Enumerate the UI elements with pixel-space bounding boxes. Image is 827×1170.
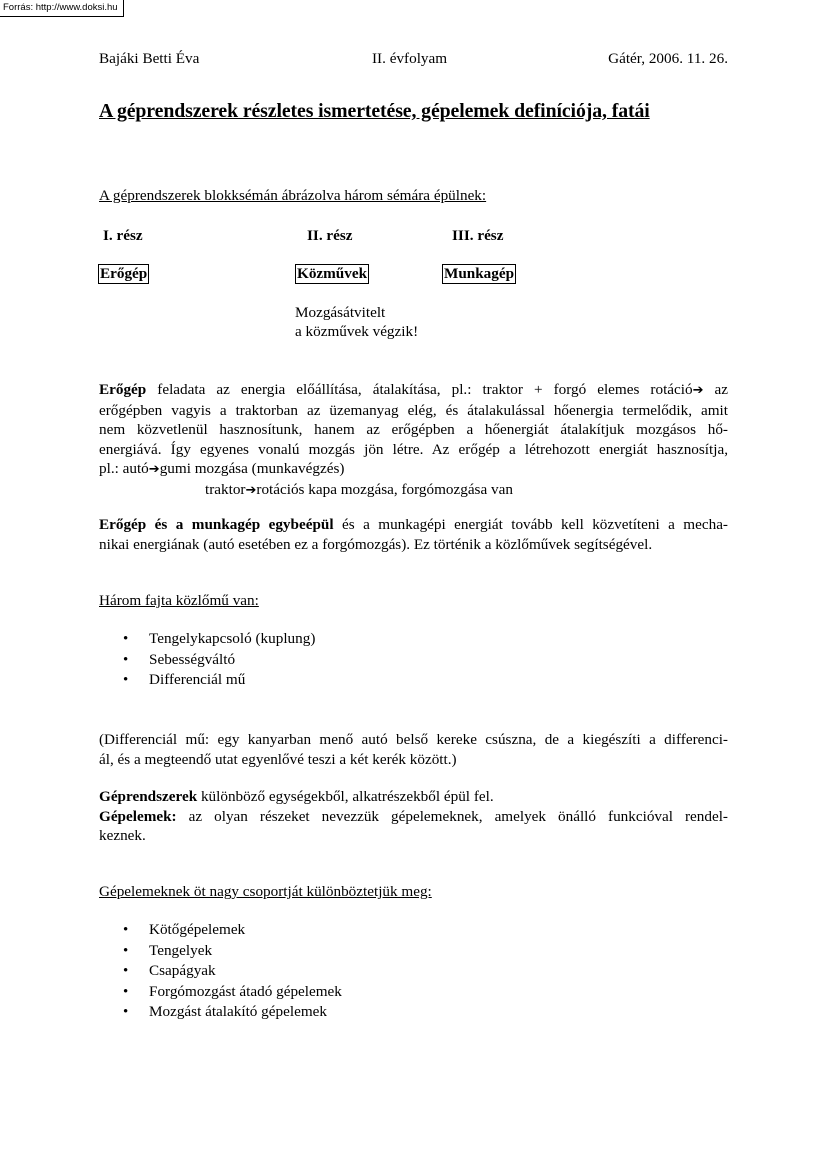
gepelem-groups-heading: Gépelemeknek öt nagy csoportját különböztetjük meg:	[99, 883, 432, 900]
list-item: • Tengelyek	[99, 941, 342, 962]
note-line-1: Mozgásátvitelt	[295, 304, 386, 321]
gepelem-groups-list	[99, 920, 342, 1023]
list-item: • Sebességváltó	[99, 650, 315, 671]
part-2-label: II. rész	[307, 227, 353, 244]
erogep-line6b: rotációs kapa mozgása, forgómozgása van	[256, 480, 513, 498]
differencial-line1: (Differenciál mű: egy kanyarban menő autó belső kereke csúszna, de a kiegészíti a differenci-	[99, 731, 728, 748]
gepelemek-term: Gépelemek:	[99, 807, 177, 825]
list-item: • Csapágyak	[99, 961, 342, 982]
list-item: • Forgómozgást átadó gépelemek	[99, 982, 342, 1003]
erogep-line6a: traktor	[205, 480, 246, 498]
note-line-2: a közművek végzik!	[295, 323, 419, 340]
erogep-line5a: pl.: autó	[99, 460, 149, 478]
egybeepul-line2: nikai energiának (autó esetében ez a forgómozgás). Ez történik a közlőművek segítségével.	[99, 535, 653, 553]
gepelemek-definition-end: keznek.	[99, 827, 146, 845]
erogep-term: Erőgép	[99, 381, 147, 398]
list-item: • Kötőgépelemek	[99, 920, 342, 941]
list-item: • Tengelykapcsoló (kuplung)	[99, 629, 315, 650]
list-item: • Differenciál mű	[99, 670, 315, 691]
part-1-label: I. rész	[103, 227, 143, 244]
geprendszerek-term: Géprendszerek	[99, 788, 198, 805]
differencial-paragraph	[99, 730, 728, 769]
erogep-line1-end: az	[703, 381, 728, 398]
erogep-line2: erőgépben vagyis a traktorban az üzemanyag elég, és átalakulással hőenergia termelődik, amit	[99, 401, 728, 419]
arrow-icon: ➔	[245, 482, 257, 498]
egybeepul-paragraph	[99, 515, 728, 554]
egybeepul-term: Erőgép és a munkagép egybeépül	[99, 516, 334, 533]
place-date: Gátér, 2006. 11. 26.	[608, 50, 728, 67]
page-title: A géprendszerek részletes ismertetése, gépelemek definíciója, fatái	[99, 100, 650, 122]
differencial-line2: ál, és a megteendő utat egyenlővé teszi a két kerék között.)	[99, 750, 457, 768]
erogep-line4: energiává. Így egyenes vonalú mozgás jön létre. Az erőgép a létrehozott energiát hasznosítja,	[99, 440, 728, 458]
definitions-paragraph	[99, 787, 728, 846]
erogep-line1: feladata az energia előállítása, átalakítása, pl.: traktor + forgó elemes rotáció	[146, 381, 693, 398]
arrow-icon: ➔	[692, 383, 704, 398]
egybeepul-line1: és a munkagépi energiát tovább kell közvetíteni a mecha-	[333, 516, 728, 533]
box-munkagep: Munkagép	[444, 265, 515, 282]
gepelemek-definition: az olyan részeket nevezzük gépelemeknek, amelyek önálló funkcióval rendel-	[176, 807, 728, 825]
erogep-line5b: gumi mozgása (munkavégzés)	[159, 460, 345, 478]
year-of-study: II. évfolyam	[372, 50, 448, 67]
source-label: Forrás: http://www.doksi.hu	[0, 0, 124, 17]
erogep-line3: nem közvetlenül hasznosítunk, hanem az erőgépben a hőenergiát átalakítjuk mozgásos hő-	[99, 421, 728, 439]
arrow-icon: ➔	[148, 462, 160, 478]
part-3-label: III. rész	[452, 227, 504, 244]
box-kozmuvek: Közművek	[297, 265, 368, 282]
box-erogep: Erőgép	[100, 265, 148, 282]
list-item: • Mozgást átalakító gépelemek	[99, 1002, 342, 1023]
kozlomu-list	[99, 629, 315, 691]
kozlomu-heading: Három fajta közlőmű van:	[99, 592, 259, 609]
author-name: Bajáki Betti Éva	[99, 50, 200, 67]
intro-heading: A géprendszerek blokksémán ábrázolva három sémára épülnek:	[99, 187, 487, 204]
geprendszerek-definition: különböző egységekből, alkatrészekből épül fel.	[197, 788, 494, 805]
erogep-paragraph	[99, 380, 728, 501]
